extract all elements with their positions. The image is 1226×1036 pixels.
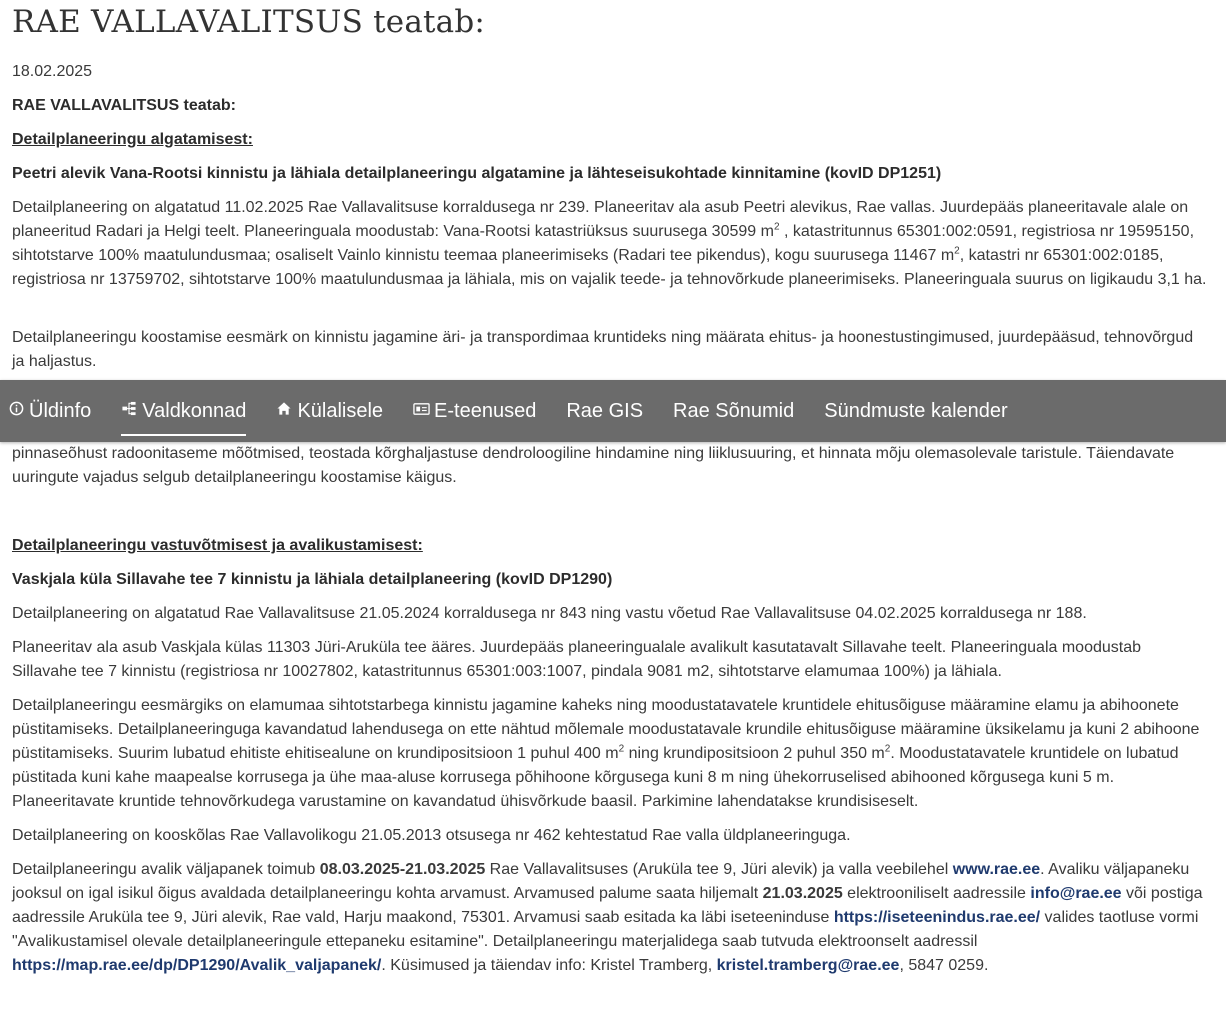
section1-paragraph-3: pinnaseõhust radoonitaseme mõõtmised, teostada kõrghaljastuse dendroloogiline hindamine ning liiklusuuring, et hinnata mõju olemasolevale taristule. Täiendavate uuringute vajadus selgub detailplaneeringu koostamise käigus. bbox=[12, 445, 1175, 486]
nav-item-e-teenused[interactable]: E-teenused bbox=[413, 380, 536, 442]
publish-date: 18.02.2025 bbox=[12, 63, 93, 80]
section2-paragraph-2: Planeeritav ala asub Vaskjala külas 11303 Jüri-Aruküla tee ääres. Juurdepääs planeeringualale avalikult kasutatavalt Sillavahe teelt. Planeeringuala moodustab Sillavahe tee 7 kinnistu (registriosa nr 10027802, katastritunnus 65301:003:1007, pindala 9081 m2, sihtotstarve elamumaa 100%) ja lähiala. bbox=[12, 639, 1141, 680]
nav-item-sundmuste-kalender[interactable]: Sündmuste kalender bbox=[824, 399, 1008, 422]
section2-paragraph-5: Detailplaneeringu avalik väljapanek toimub 08.03.2025-21.03.2025 Rae Vallavalitsuses (Aruküla tee 9, Jüri alevik) ja valla veebilehel www.rae.ee. Avaliku väljapaneku jooksul on igal isikul õigus avaldada detailplaneeringu kohta arvamust. Arvamused palume saata hiljemalt 21.03.2025 elektrooniliselt aadressile info@rae.ee või postiga aadressile Aruküla tee 9, Jüri alevik, Rae vald, Harju maakond, 75301. Arvamusi saab esitada ka läbi iseteeninduse https://iseteenindus.rae.ee/ valides taotluse vormi "Avalikustamisel olevale detailplaneeringule ettepaneku esitamine". Detailplaneeringu materjalidega saab tutvuda elektroonselt aadressil https://map.rae.ee/dp/DP1290/Avalik_valjapanek/. Küsimused ja täiendav info: Kristel Tramberg, kristel.tramberg@rae.ee, 5847 0259. bbox=[12, 861, 1203, 974]
home-icon bbox=[276, 401, 292, 421]
exhibition-dates: 08.03.2025-21.03.2025 bbox=[319, 861, 486, 878]
nav-item-kulalisele[interactable]: Külalisele bbox=[276, 380, 383, 442]
self-service-link[interactable]: https://iseteenindus.rae.ee/ bbox=[833, 909, 1041, 926]
nav-item-rae-gis[interactable]: Rae GIS bbox=[566, 399, 644, 422]
intro-heading: RAE VALLAVALITSUS teatab: bbox=[12, 97, 237, 114]
deadline-date: 21.03.2025 bbox=[762, 885, 843, 902]
info-email-link[interactable]: info@rae.ee bbox=[1030, 885, 1122, 902]
section2-subheading: Vaskjala küla Sillavahe tee 7 kinnistu ja lähiala detailplaneering (kovID DP1290) bbox=[12, 571, 613, 588]
section1-heading: Detailplaneeringu algatamisest: bbox=[12, 131, 253, 148]
info-icon bbox=[8, 401, 24, 421]
section1-subheading: Peetri alevik Vana-Rootsi kinnistu ja lähiala detailplaneeringu algatamine ja lähteseisukohtade kinnitamine (kovID DP1251) bbox=[12, 165, 942, 182]
section1-paragraph-1: Detailplaneering on algatatud 11.02.2025 Rae Vallavalitsuse korraldusega nr 239. Planeeritav ala asub Peetri alevikus, Rae vallas. Juurdepääs planeeritavale alale on planeeritud Radari ja Helgi teelt. Planeeringuala moodustab: Vana-Rootsi katastriüksus suurusega 30599 $m^2$ , katastritunnus 65301:002:0591, registriosa nr 19595150, sihtotstarve 100% maatulundusmaa; osaliselt Vainlo kinnistu teemaa planeerimiseks (Radari tee pikendus), kogu suurusega 11467 $m^2$, katastri nr 65301:002:0185, registriosa nr 13759702, sihtotstarve 100% maatulundusmaa ja lähiala, mis on vajalik teede- ja tehnovõrkude planeerimiseks. Planeeringuala suurus on ligikaudu 3,1 ha. bbox=[12, 199, 1207, 288]
main-navigation bbox=[0, 380, 1226, 442]
section1-paragraph-2: Detailplaneeringu koostamise eesmärk on kinnistu jagamine äri- ja transpordimaa kruntideks ning määrata ehitus- ja hoonestustingimused, juurdepääsud, tehnovõrgud ja haljastus. bbox=[12, 329, 1194, 370]
id-card-icon bbox=[413, 402, 429, 421]
nav-item-uldinfo[interactable]: Üldinfo bbox=[8, 380, 91, 442]
nav-item-rae-sonumid[interactable]: Rae Sõnumid bbox=[673, 399, 795, 422]
sitemap-icon bbox=[121, 401, 137, 421]
map-link[interactable]: https://map.rae.ee/dp/DP1290/Avalik_valjapanek/ bbox=[12, 957, 382, 974]
website-link[interactable]: www.rae.ee bbox=[952, 861, 1041, 878]
section2-paragraph-1: Detailplaneering on algatatud Rae Vallavalitsuse 21.05.2024 korraldusega nr 843 ning vastu võetud Rae Vallavalitsuse 04.02.2025 korraldusega nr 188. bbox=[12, 605, 1087, 622]
section2-paragraph-4: Detailplaneering on kooskõlas Rae Vallavolikogu 21.05.2013 otsusega nr 462 kehtestatud Rae valla üldplaneeringuga. bbox=[12, 827, 851, 844]
section2-heading: Detailplaneeringu vastuvõtmisest ja avalikustamisest: bbox=[12, 537, 423, 554]
nav-item-valdkonnad[interactable]: Valdkonnad bbox=[121, 380, 246, 442]
page-title: RAE VALLAVALITSUS teatab: bbox=[12, 4, 486, 40]
section2-paragraph-3: Detailplaneeringu eesmärgiks on elamumaa sihtotstarbega kinnistu jagamine kaheks ning moodustatavatele kruntidele ehitusõiguse määramine elamu ja abihoonete püstitamiseks. Detailplaneeringuga kavandatud lahendusega on ette nähtud mõlemale moodustatavale krundile ehitusõiguse määramine üksikelamu ja kuni 2 abihoone püstitamiseks. Suurim lubatud ehitiste ehitisealune on krundipositsioon 1 puhul 400 $m^2$ ning krundipositsioon 2 puhul 350 $m^2$. Moodustatavatele kruntidele on lubatud püstitada kuni kahe maapealse korrusega ja ühe maa-aluse korrusega põhihoone kõrgusega kuni 8 m ning ühekorruselised abihooned kõrgusega kuni 5 m. Planeeritavate kruntide tehnovõrkudega varustamine on kavandatud ühisvõrkude baasil. Parkimine lahendatakse krundisiseselt. bbox=[12, 697, 1200, 810]
contact-email-link[interactable]: kristel.tramberg@rae.ee bbox=[716, 957, 900, 974]
